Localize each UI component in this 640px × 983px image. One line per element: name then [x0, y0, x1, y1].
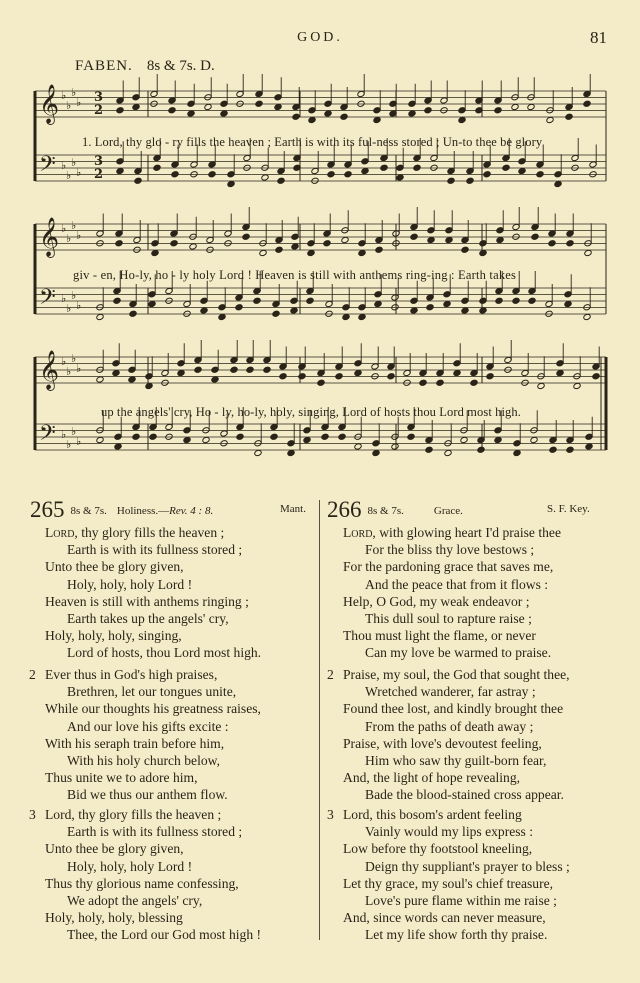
page-number: 81 [590, 28, 607, 47]
hymn-266-stanza-2: 2 Praise, my soul, the God that sought thee, Wretched wanderer, far astray ; Found thee lost, and kindly brought thee From the paths of death away ; Praise, with love's devoutest feeling, Him who saw thy guilt-born fear, And, the light of hope revealing, Bade the blood-stained cross appear. [327, 667, 570, 803]
svg-text:𝄞: 𝄞 [39, 84, 60, 124]
svg-text:♭: ♭ [76, 229, 82, 242]
svg-text:♭: ♭ [71, 425, 77, 438]
svg-text:♭: ♭ [71, 289, 77, 302]
svg-text:♭: ♭ [76, 362, 82, 375]
svg-text:2: 2 [94, 167, 104, 182]
hymn-265-stanza-3: 3 Lord, thy glory fills the heaven ; Earth is with its fullness stored ; Unto thee be glory given, Holy, holy, holy Lord ! Thus thy glorious name confessing, We adopt the angels' cry, Holy, holy, holy, blessing Thee, the Lord our God most high ! [29, 807, 262, 943]
svg-text:♭: ♭ [71, 156, 77, 169]
svg-text:𝄞: 𝄞 [39, 217, 60, 257]
hymn-265-heading [30, 497, 315, 522]
hymn-author: Mant. [280, 503, 306, 515]
svg-text:3: 3 [94, 154, 104, 169]
music-lyric-line-1: 1. Lord, thy glo - ry fills the heaven ; Earth is with its ful-ness stored ; Un-to thee be glory [82, 135, 543, 149]
svg-text:𝄢: 𝄢 [39, 421, 56, 451]
hymn-author: S. F. Key. [547, 503, 590, 515]
hymn-265-stanza-1: Lord, thy glory fills the heaven ; Earth is with its fullness stored ; Unto thee be glory given, Holy, holy, holy Lord ! Heaven is still with anthems ringing ; Earth takes up the angels' cry, Holy, holy, holy, singing, Lord of hosts, thou Lord most high. [45, 525, 262, 661]
hymn-265-stanza-2: 2 Ever thus in God's high praises, Brethren, let our tongues unite, While our thoughts his greatness raises, And our love his gifts excite : With his seraph train before him, With his holy church below, Thus unite we to adore him, Bid we thus our anthem flow. [29, 667, 261, 803]
svg-text:𝄢: 𝄢 [39, 285, 56, 315]
svg-text:♭: ♭ [66, 169, 72, 182]
svg-text:♭: ♭ [76, 299, 82, 312]
hymn-subject: Holiness.— [116, 505, 170, 517]
svg-text:♭: ♭ [76, 166, 82, 179]
svg-text:𝄞: 𝄞 [39, 350, 60, 390]
svg-text:♭: ♭ [61, 428, 67, 441]
svg-text:3: 3 [94, 90, 104, 105]
svg-text:♭: ♭ [76, 96, 82, 109]
svg-text:♭: ♭ [66, 438, 72, 451]
svg-text:♭: ♭ [61, 159, 67, 172]
hymn-266-stanza-3: 3 Lord, this bosom's ardent feeling Vainly would my lips express : Low before thy footstool kneeling, Deign thy suppliant's prayer to bless ; Let thy grace, my soul's chief treasure, Love's pure flame within me raise ; And, since words can never measure, Let my life show forth thy praise. [327, 807, 570, 943]
column-divider [319, 500, 320, 940]
svg-text:♭: ♭ [76, 435, 82, 448]
running-header: GOD. [297, 30, 343, 45]
svg-text:♭: ♭ [66, 365, 72, 378]
svg-text:♭: ♭ [71, 219, 77, 232]
svg-text:2: 2 [94, 103, 104, 118]
tune-meter: 8s & 7s. D. [146, 58, 215, 74]
hymn-number: 266 [327, 497, 362, 522]
svg-text:♭: ♭ [66, 232, 72, 245]
svg-text:♭: ♭ [71, 86, 77, 99]
hymn-266-heading [327, 497, 612, 522]
hymn-number: 265 [30, 497, 65, 522]
svg-text:♭: ♭ [61, 89, 67, 102]
hymn-266-stanza-1: Lord, with glowing heart I'd praise thee For the bliss thy love bestows ; For the pardoning grace that saves me, And the peace that from it flows : Help, O God, my weak endeavor ; This dull soul to rapture raise ; Thou must light the flame, or never Can my love be warmed to praise. [343, 525, 561, 661]
svg-text:♭: ♭ [66, 99, 72, 112]
music-lyric-line-3: up the angels' cry, Ho - ly, ho-ly, holy, singing, Lord of hosts thou Lord most high. [101, 405, 521, 419]
svg-text:♭: ♭ [61, 355, 67, 368]
svg-text:𝄢: 𝄢 [39, 152, 56, 182]
svg-text:♭: ♭ [61, 222, 67, 235]
svg-text:♭: ♭ [61, 292, 67, 305]
hymn-meter: 8s & 7s. [367, 505, 404, 517]
hymn-meter: 8s & 7s. [70, 505, 107, 517]
svg-text:♭: ♭ [71, 352, 77, 365]
hymn-subject: Grace. [433, 505, 463, 517]
hymn-reference: Rev. 4 : 8. [169, 505, 214, 517]
svg-text:♭: ♭ [66, 302, 72, 315]
music-lyric-line-2: giv - en, Ho-ly, ho - ly holy Lord ! Heaven is still with anthems ring-ing : Earth takes [73, 268, 517, 282]
tune-name: FABEN. [75, 58, 133, 74]
